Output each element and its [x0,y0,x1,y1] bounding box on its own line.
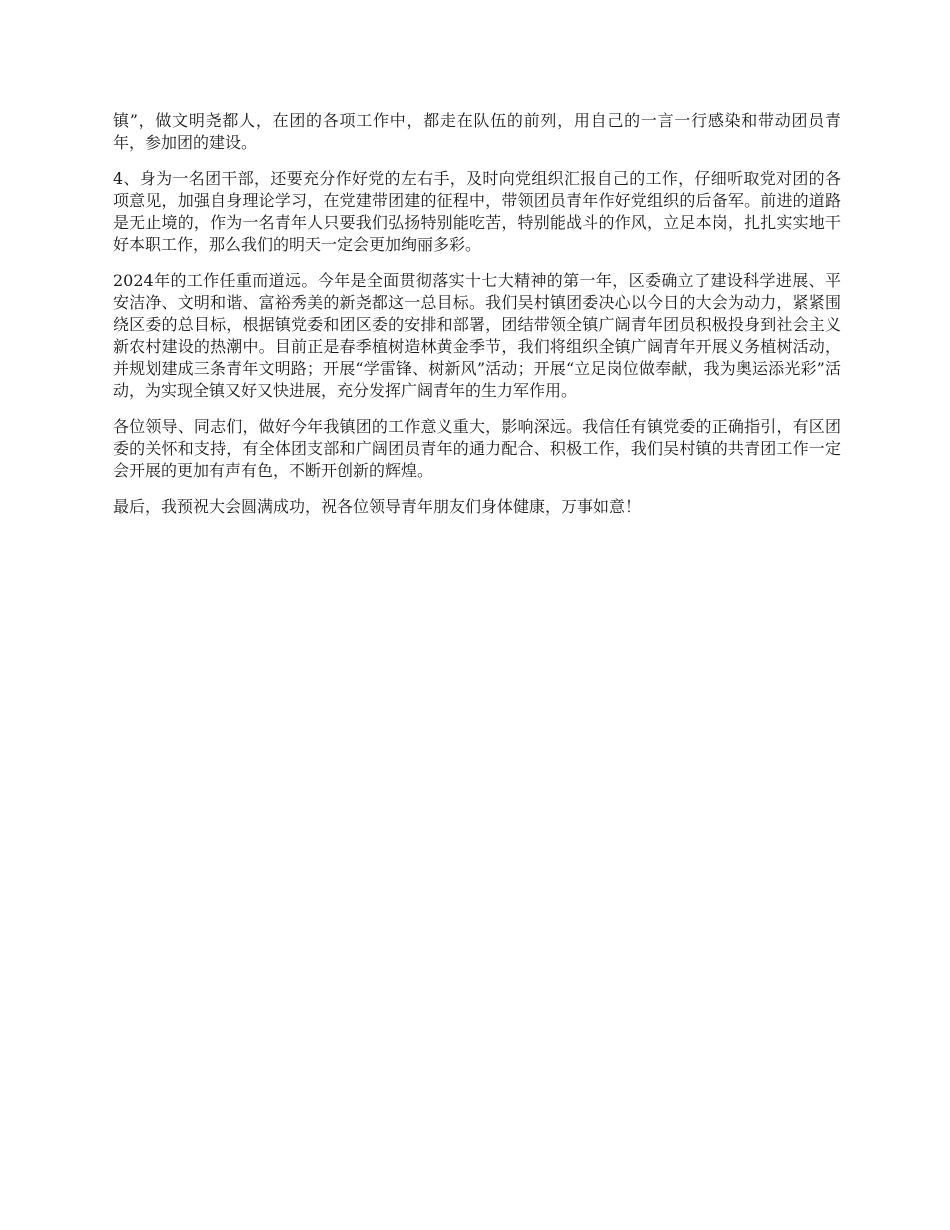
paragraph: 最后，我预祝大会圆满成功，祝各位领导青年朋友们身体健康，万事如意！ [113,497,642,516]
paragraph: 镇”，做文明尧都人，在团的各项工作中，都走在队伍的前列，用自己的一言一行感染和带动团员青年，参加团的建设。 [113,111,841,152]
paragraph: 4、身为一名团干部，还要充分作好党的左右手，及时向党组织汇报自己的工作，仔细听取党对团的各项意见，加强自身理论学习，在党建带团建的征程中，带领团员青年作好党组织的后备军。前进的道路是无止境的，作为一名青年人只要我们弘扬特别能吃苦，特别能战斗的作风，立足本岗，扎扎实实地干好本职工作，那么我们的明天一定会更加绚丽多彩。 [113,169,841,254]
paragraph: 各位领导、同志们，做好今年我镇团的工作意义重大，影响深远。我信任有镇党委的正确指引，有区团委的关怀和支持，有全体团支部和广阔团员青年的通力配合、积极工作，我们吴村镇的共青团工作一定会开展的更加有声有色，不断开创新的辉煌。 [113,417,841,480]
paragraph: 2024年的工作任重而道远。今年是全面贯彻落实十七大精神的第一年，区委确立了建设科学进展、平安洁净、文明和谐、富裕秀美的新尧都这一总目标。我们吴村镇团委决心以今日的大会为动力，紧紧围绕区委的总目标，根据镇党委和团区委的安排和部署，团结带领全镇广阔青年团员积极投身到社会主义新农村建设的热潮中。目前正是春季植树造林黄金季节，我们将组织全镇广阔青年开展义务植树活动，并规划建成三条青年文明路；开展“学雷锋、树新风”活动；开展“立足岗位做奉献，我为奥运添光彩”活动，为实现全镇又好又快进展，充分发挥广阔青年的生力军作用。 [113,271,841,400]
document-body [113,110,841,532]
